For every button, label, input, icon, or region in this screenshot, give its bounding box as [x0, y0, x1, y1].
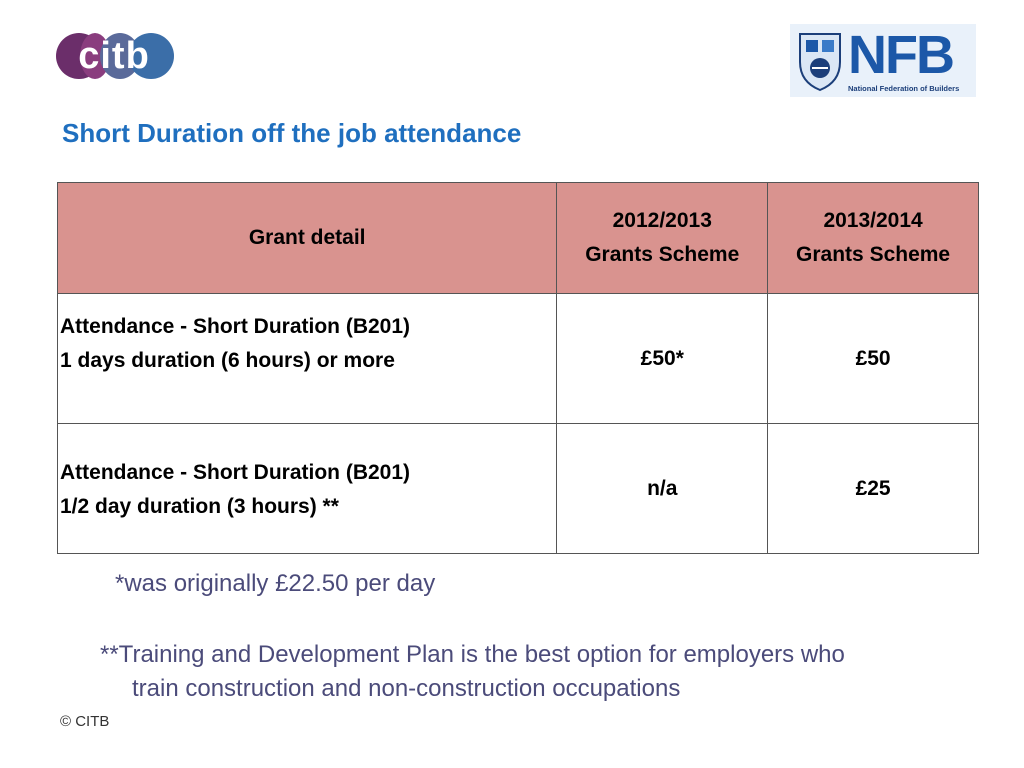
footnote-training-plan: **Training and Development Plan is the best option for employers who train construction and non-construction occupations [100, 641, 845, 702]
table-header-row [58, 183, 979, 294]
citb-logo [56, 33, 172, 79]
value-2013-cell: £50 [768, 294, 979, 424]
nfb-letters: NFB [848, 25, 953, 85]
citb-logo-text: citb [78, 34, 150, 77]
table-row [58, 424, 979, 554]
value-2012-cell: £50* [557, 294, 768, 424]
header-2013-2014: 2013/2014 Grants Scheme [768, 183, 979, 294]
value-2012-cell: n/a [557, 424, 768, 554]
header-2012-2013: 2012/2013 Grants Scheme [557, 183, 768, 294]
copyright: © CITB [60, 713, 110, 730]
header-grant-detail: Grant detail [58, 183, 557, 294]
footnote-original-price: *was originally £22.50 per day [115, 570, 436, 597]
grant-detail-cell: Attendance - Short Duration (B201) 1/2 day duration (3 hours) ** [58, 424, 557, 554]
nfb-crest-icon [794, 28, 846, 92]
nfb-subtitle: National Federation of Builders [848, 84, 960, 93]
nfb-logo [790, 24, 976, 97]
page-title: Short Duration off the job attendance [62, 118, 522, 148]
grants-table [57, 182, 979, 554]
grant-detail-cell: Attendance - Short Duration (B201) 1 days duration (6 hours) or more [58, 294, 557, 424]
value-2013-cell: £25 [768, 424, 979, 554]
table-row [58, 294, 979, 424]
